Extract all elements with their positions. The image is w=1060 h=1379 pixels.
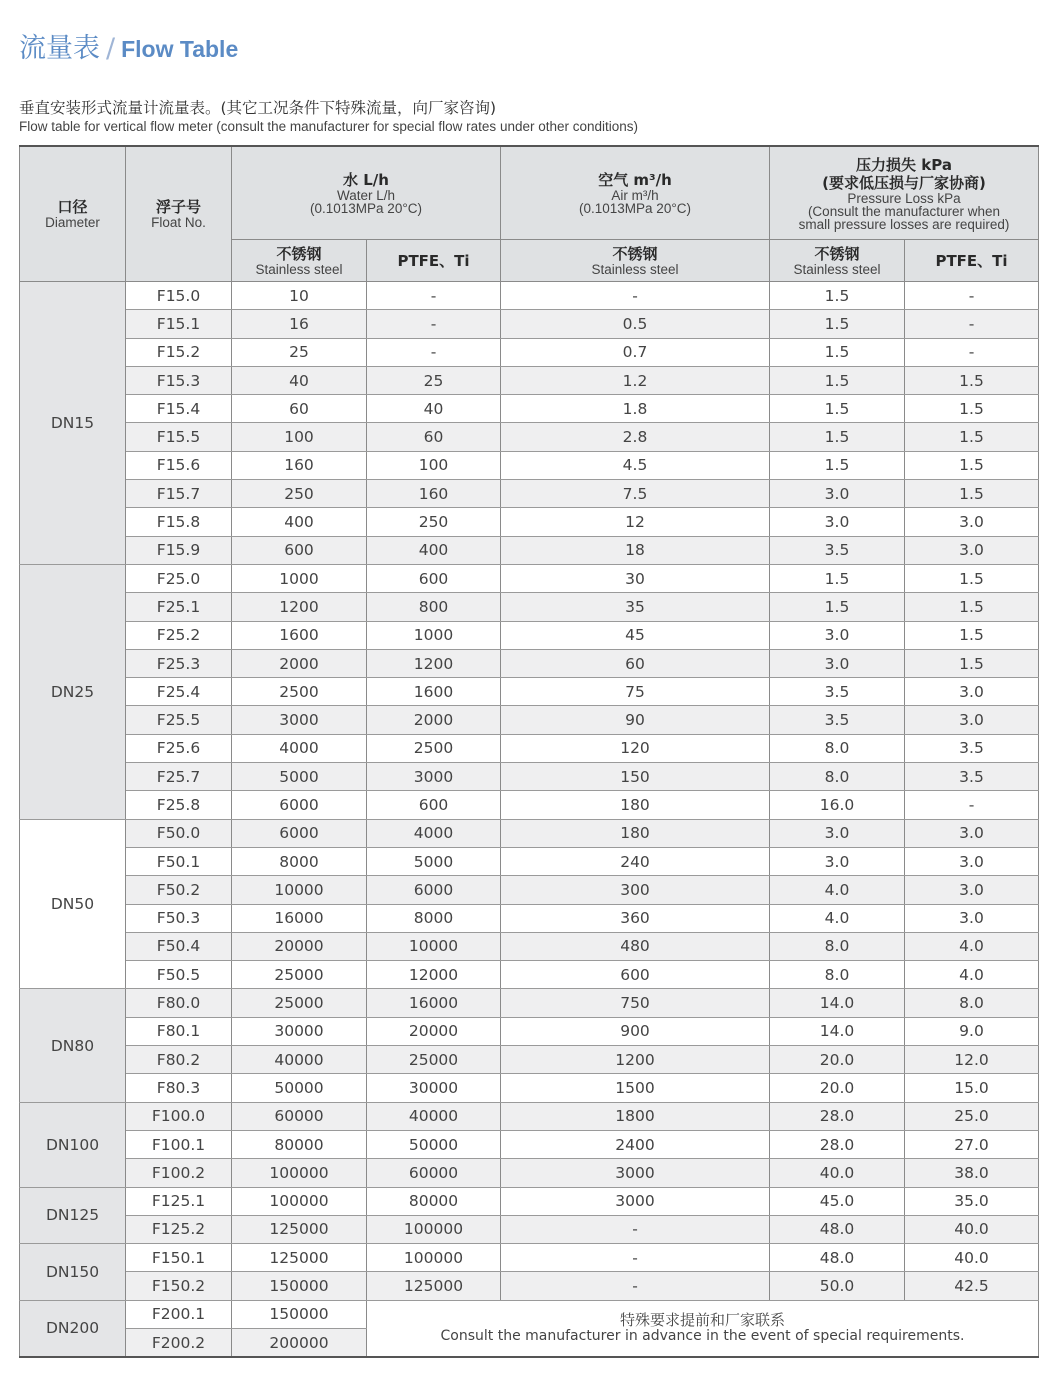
- header-pressure-loss: 压力损失 kPa (要求低压损与厂家协商) Pressure Loss kPa (Consult the manufacturer when small pressure losses are required): [770, 146, 1039, 240]
- water-stainless-cell: 40: [232, 366, 367, 394]
- float-no-cell: F150.1: [126, 1244, 232, 1272]
- float-no-cell: F15.1: [126, 310, 232, 338]
- air-stainless-cell: -: [501, 1215, 770, 1243]
- subheader-air-stainless: 不锈钢 Stainless steel: [501, 240, 770, 282]
- float-no-cell: F15.3: [126, 366, 232, 394]
- float-no-cell: F50.4: [126, 932, 232, 960]
- water-stainless-cell: 3000: [232, 706, 367, 734]
- water-stainless-cell: 100000: [232, 1187, 367, 1215]
- loss-ptfe-cell: 4.0: [905, 932, 1039, 960]
- loss-ptfe-cell: 40.0: [905, 1244, 1039, 1272]
- flow-table: [19, 145, 1039, 1358]
- float-no-cell: F125.2: [126, 1215, 232, 1243]
- water-ptfe-cell: 12000: [367, 961, 501, 989]
- loss-stainless-cell: 1.5: [770, 564, 905, 592]
- air-stainless-cell: 3000: [501, 1159, 770, 1187]
- title-separator: /: [106, 33, 116, 64]
- air-stainless-cell: 1.2: [501, 366, 770, 394]
- float-no-cell: F50.2: [126, 876, 232, 904]
- water-ptfe-cell: 50000: [367, 1130, 501, 1158]
- loss-ptfe-cell: 3.0: [905, 876, 1039, 904]
- air-stainless-cell: 180: [501, 819, 770, 847]
- water-ptfe-cell: 60: [367, 423, 501, 451]
- table-row: [20, 1272, 1039, 1300]
- air-stainless-cell: 60: [501, 649, 770, 677]
- loss-ptfe-cell: 25.0: [905, 1102, 1039, 1130]
- air-stainless-cell: 900: [501, 1017, 770, 1045]
- loss-stainless-cell: 1.5: [770, 593, 905, 621]
- float-no-cell: F200.2: [126, 1328, 232, 1357]
- air-stainless-cell: 45: [501, 621, 770, 649]
- loss-stainless-cell: 1.5: [770, 366, 905, 394]
- diameter-cell: DN50: [20, 819, 126, 989]
- water-stainless-cell: 20000: [232, 932, 367, 960]
- water-ptfe-cell: 600: [367, 791, 501, 819]
- water-ptfe-cell: -: [367, 282, 501, 310]
- air-stainless-cell: -: [501, 282, 770, 310]
- water-stainless-cell: 30000: [232, 1017, 367, 1045]
- float-no-cell: F25.4: [126, 678, 232, 706]
- water-ptfe-cell: 25000: [367, 1046, 501, 1074]
- air-stainless-cell: 18: [501, 536, 770, 564]
- table-row: [20, 508, 1039, 536]
- table-row: [20, 1102, 1039, 1130]
- page-title: [19, 26, 238, 65]
- float-no-cell: F15.5: [126, 423, 232, 451]
- table-row: [20, 310, 1039, 338]
- table-row: [20, 819, 1039, 847]
- water-ptfe-cell: 125000: [367, 1272, 501, 1300]
- water-stainless-cell: 25000: [232, 961, 367, 989]
- subheader-loss-stainless: 不锈钢 Stainless steel: [770, 240, 905, 282]
- table-row: [20, 734, 1039, 762]
- loss-ptfe-cell: 38.0: [905, 1159, 1039, 1187]
- water-stainless-cell: 6000: [232, 791, 367, 819]
- water-stainless-cell: 100000: [232, 1159, 367, 1187]
- loss-ptfe-cell: 1.5: [905, 564, 1039, 592]
- loss-stainless-cell: 1.5: [770, 395, 905, 423]
- loss-stainless-cell: 16.0: [770, 791, 905, 819]
- loss-stainless-cell: 8.0: [770, 961, 905, 989]
- air-stainless-cell: 150: [501, 763, 770, 791]
- diameter-cell: DN15: [20, 282, 126, 565]
- loss-ptfe-cell: 3.0: [905, 847, 1039, 875]
- loss-stainless-cell: 1.5: [770, 310, 905, 338]
- loss-ptfe-cell: 3.0: [905, 706, 1039, 734]
- air-stainless-cell: 750: [501, 989, 770, 1017]
- water-ptfe-cell: 8000: [367, 904, 501, 932]
- loss-stainless-cell: 28.0: [770, 1102, 905, 1130]
- water-ptfe-cell: 100000: [367, 1244, 501, 1272]
- table-row: [20, 706, 1039, 734]
- loss-ptfe-cell: 3.0: [905, 678, 1039, 706]
- loss-stainless-cell: 4.0: [770, 904, 905, 932]
- table-row: [20, 593, 1039, 621]
- loss-stainless-cell: 3.5: [770, 536, 905, 564]
- air-stainless-cell: 2.8: [501, 423, 770, 451]
- air-stainless-cell: 600: [501, 961, 770, 989]
- loss-ptfe-cell: 3.0: [905, 508, 1039, 536]
- water-stainless-cell: 50000: [232, 1074, 367, 1102]
- float-no-cell: F15.0: [126, 282, 232, 310]
- water-ptfe-cell: -: [367, 310, 501, 338]
- loss-stainless-cell: 20.0: [770, 1046, 905, 1074]
- float-no-cell: F15.6: [126, 451, 232, 479]
- float-no-cell: F25.5: [126, 706, 232, 734]
- loss-stainless-cell: 3.0: [770, 819, 905, 847]
- loss-ptfe-cell: 1.5: [905, 395, 1039, 423]
- page-title-en: Flow Table: [121, 36, 239, 62]
- float-no-cell: F25.1: [126, 593, 232, 621]
- water-stainless-cell: 1200: [232, 593, 367, 621]
- water-stainless-cell: 5000: [232, 763, 367, 791]
- water-ptfe-cell: -: [367, 338, 501, 366]
- loss-stainless-cell: 3.0: [770, 508, 905, 536]
- loss-ptfe-cell: 1.5: [905, 480, 1039, 508]
- intro-cn: 垂直安装形式流量计流量表。(其它工况条件下特殊流量，向厂家咨询): [19, 99, 497, 117]
- air-stainless-cell: 1200: [501, 1046, 770, 1074]
- water-ptfe-cell: 3000: [367, 763, 501, 791]
- float-no-cell: F100.0: [126, 1102, 232, 1130]
- water-stainless-cell: 25000: [232, 989, 367, 1017]
- loss-stainless-cell: 3.0: [770, 480, 905, 508]
- table-row: [20, 536, 1039, 564]
- loss-ptfe-cell: 3.5: [905, 734, 1039, 762]
- float-no-cell: F200.1: [126, 1300, 232, 1328]
- loss-ptfe-cell: 1.5: [905, 423, 1039, 451]
- loss-ptfe-cell: 12.0: [905, 1046, 1039, 1074]
- air-stainless-cell: 180: [501, 791, 770, 819]
- float-no-cell: F80.1: [126, 1017, 232, 1045]
- air-stainless-cell: 240: [501, 847, 770, 875]
- float-no-cell: F50.3: [126, 904, 232, 932]
- water-ptfe-cell: 600: [367, 564, 501, 592]
- water-ptfe-cell: 100: [367, 451, 501, 479]
- water-ptfe-cell: 400: [367, 536, 501, 564]
- table-row: [20, 989, 1039, 1017]
- loss-stainless-cell: 1.5: [770, 451, 905, 479]
- header-water: 水 L/h Water L/h (0.1013MPa 20°C): [232, 146, 501, 240]
- water-ptfe-cell: 2000: [367, 706, 501, 734]
- table-row: [20, 876, 1039, 904]
- header-diameter: 口径 Diameter: [20, 146, 126, 282]
- float-no-cell: F80.0: [126, 989, 232, 1017]
- air-stainless-cell: 4.5: [501, 451, 770, 479]
- float-no-cell: F100.2: [126, 1159, 232, 1187]
- water-stainless-cell: 10000: [232, 876, 367, 904]
- table-row: [20, 678, 1039, 706]
- loss-stainless-cell: 3.5: [770, 706, 905, 734]
- water-stainless-cell: 60000: [232, 1102, 367, 1130]
- diameter-cell: DN150: [20, 1244, 126, 1301]
- float-no-cell: F100.1: [126, 1130, 232, 1158]
- float-no-cell: F15.8: [126, 508, 232, 536]
- water-ptfe-cell: 1600: [367, 678, 501, 706]
- loss-ptfe-cell: 1.5: [905, 451, 1039, 479]
- float-no-cell: F50.1: [126, 847, 232, 875]
- air-stainless-cell: 2400: [501, 1130, 770, 1158]
- water-ptfe-cell: 4000: [367, 819, 501, 847]
- special-requirements-note: [367, 1300, 1039, 1357]
- air-stainless-cell: 0.5: [501, 310, 770, 338]
- float-no-cell: F15.4: [126, 395, 232, 423]
- water-stainless-cell: 2000: [232, 649, 367, 677]
- subheader-water-stainless: 不锈钢 Stainless steel: [232, 240, 367, 282]
- water-stainless-cell: 2500: [232, 678, 367, 706]
- table-row: [20, 338, 1039, 366]
- loss-stainless-cell: 8.0: [770, 763, 905, 791]
- table-row: [20, 1215, 1039, 1243]
- float-no-cell: F25.7: [126, 763, 232, 791]
- table-row: [20, 932, 1039, 960]
- loss-ptfe-cell: 1.5: [905, 621, 1039, 649]
- flow-table-body: [20, 282, 1039, 1358]
- table-row: [20, 1017, 1039, 1045]
- loss-ptfe-cell: 4.0: [905, 961, 1039, 989]
- float-no-cell: F25.2: [126, 621, 232, 649]
- float-no-cell: F125.1: [126, 1187, 232, 1215]
- loss-stainless-cell: 8.0: [770, 734, 905, 762]
- air-stainless-cell: 0.7: [501, 338, 770, 366]
- table-row: [20, 1046, 1039, 1074]
- loss-stainless-cell: 1.5: [770, 282, 905, 310]
- water-ptfe-cell: 16000: [367, 989, 501, 1017]
- table-row: [20, 847, 1039, 875]
- float-no-cell: F15.2: [126, 338, 232, 366]
- note-en: Consult the manufacturer in advance in the event of special requirements.: [440, 1328, 965, 1345]
- water-ptfe-cell: 1200: [367, 649, 501, 677]
- water-stainless-cell: 100: [232, 423, 367, 451]
- water-ptfe-cell: 800: [367, 593, 501, 621]
- loss-stainless-cell: 48.0: [770, 1244, 905, 1272]
- loss-stainless-cell: 40.0: [770, 1159, 905, 1187]
- subheader-loss-ptfe: PTFE、Ti: [905, 240, 1039, 282]
- subheader-water-ptfe: PTFE、Ti: [367, 240, 501, 282]
- air-stainless-cell: 1.8: [501, 395, 770, 423]
- water-ptfe-cell: 40000: [367, 1102, 501, 1130]
- header-air: 空气 m³/h Air m³/h (0.1013MPa 20°C): [501, 146, 770, 240]
- loss-stainless-cell: 28.0: [770, 1130, 905, 1158]
- water-stainless-cell: 400: [232, 508, 367, 536]
- air-stainless-cell: 3000: [501, 1187, 770, 1215]
- water-stainless-cell: 1600: [232, 621, 367, 649]
- table-row: [20, 1130, 1039, 1158]
- water-ptfe-cell: 80000: [367, 1187, 501, 1215]
- loss-stainless-cell: 1.5: [770, 338, 905, 366]
- water-ptfe-cell: 30000: [367, 1074, 501, 1102]
- table-row: [20, 904, 1039, 932]
- table-row: [20, 621, 1039, 649]
- loss-ptfe-cell: 1.5: [905, 649, 1039, 677]
- water-ptfe-cell: 10000: [367, 932, 501, 960]
- loss-ptfe-cell: 3.0: [905, 904, 1039, 932]
- water-stainless-cell: 1000: [232, 564, 367, 592]
- loss-ptfe-cell: 3.5: [905, 763, 1039, 791]
- table-row: [20, 763, 1039, 791]
- page-title-cn: 流量表: [19, 33, 100, 64]
- loss-stainless-cell: 1.5: [770, 423, 905, 451]
- water-ptfe-cell: 1000: [367, 621, 501, 649]
- loss-ptfe-cell: 15.0: [905, 1074, 1039, 1102]
- table-row: [20, 451, 1039, 479]
- air-stainless-cell: 7.5: [501, 480, 770, 508]
- header-float-no: 浮子号 Float No.: [126, 146, 232, 282]
- table-row: [20, 366, 1039, 394]
- loss-ptfe-cell: -: [905, 791, 1039, 819]
- water-stainless-cell: 8000: [232, 847, 367, 875]
- table-row: [20, 1159, 1039, 1187]
- water-ptfe-cell: 5000: [367, 847, 501, 875]
- water-stainless-cell: 600: [232, 536, 367, 564]
- loss-ptfe-cell: 1.5: [905, 366, 1039, 394]
- float-no-cell: F15.9: [126, 536, 232, 564]
- diameter-cell: DN25: [20, 564, 126, 819]
- table-row: [20, 1300, 1039, 1328]
- water-ptfe-cell: 2500: [367, 734, 501, 762]
- water-ptfe-cell: 40: [367, 395, 501, 423]
- table-row: [20, 282, 1039, 310]
- float-no-cell: F80.3: [126, 1074, 232, 1102]
- table-row: [20, 423, 1039, 451]
- water-ptfe-cell: 25: [367, 366, 501, 394]
- loss-ptfe-cell: -: [905, 338, 1039, 366]
- loss-stainless-cell: 45.0: [770, 1187, 905, 1215]
- loss-ptfe-cell: 27.0: [905, 1130, 1039, 1158]
- loss-stainless-cell: 48.0: [770, 1215, 905, 1243]
- water-stainless-cell: 16000: [232, 904, 367, 932]
- loss-stainless-cell: 3.5: [770, 678, 905, 706]
- air-stainless-cell: 30: [501, 564, 770, 592]
- air-stainless-cell: -: [501, 1272, 770, 1300]
- air-stainless-cell: -: [501, 1244, 770, 1272]
- table-row: [20, 564, 1039, 592]
- water-ptfe-cell: 20000: [367, 1017, 501, 1045]
- loss-stainless-cell: 3.0: [770, 621, 905, 649]
- water-stainless-cell: 10: [232, 282, 367, 310]
- loss-ptfe-cell: 40.0: [905, 1215, 1039, 1243]
- water-stainless-cell: 25: [232, 338, 367, 366]
- water-stainless-cell: 150000: [232, 1300, 367, 1328]
- loss-ptfe-cell: -: [905, 282, 1039, 310]
- water-stainless-cell: 160: [232, 451, 367, 479]
- table-row: [20, 791, 1039, 819]
- water-stainless-cell: 16: [232, 310, 367, 338]
- water-stainless-cell: 80000: [232, 1130, 367, 1158]
- water-stainless-cell: 6000: [232, 819, 367, 847]
- note-cn: 特殊要求提前和厂家联系: [619, 1311, 785, 1330]
- air-stainless-cell: 120: [501, 734, 770, 762]
- water-stainless-cell: 40000: [232, 1046, 367, 1074]
- loss-stainless-cell: 14.0: [770, 1017, 905, 1045]
- table-row: [20, 395, 1039, 423]
- float-no-cell: F15.7: [126, 480, 232, 508]
- loss-ptfe-cell: 3.0: [905, 819, 1039, 847]
- float-no-cell: F50.5: [126, 961, 232, 989]
- water-stainless-cell: 200000: [232, 1328, 367, 1357]
- float-no-cell: F150.2: [126, 1272, 232, 1300]
- water-stainless-cell: 4000: [232, 734, 367, 762]
- water-ptfe-cell: 160: [367, 480, 501, 508]
- table-row: [20, 480, 1039, 508]
- float-no-cell: F25.3: [126, 649, 232, 677]
- loss-stainless-cell: 3.0: [770, 649, 905, 677]
- water-ptfe-cell: 60000: [367, 1159, 501, 1187]
- loss-stainless-cell: 20.0: [770, 1074, 905, 1102]
- loss-stainless-cell: 14.0: [770, 989, 905, 1017]
- loss-ptfe-cell: 35.0: [905, 1187, 1039, 1215]
- air-stainless-cell: 360: [501, 904, 770, 932]
- loss-ptfe-cell: 42.5: [905, 1272, 1039, 1300]
- loss-stainless-cell: 4.0: [770, 876, 905, 904]
- water-stainless-cell: 125000: [232, 1244, 367, 1272]
- loss-ptfe-cell: -: [905, 310, 1039, 338]
- air-stainless-cell: 35: [501, 593, 770, 621]
- diameter-cell: DN80: [20, 989, 126, 1102]
- diameter-cell: DN100: [20, 1102, 126, 1187]
- float-no-cell: F25.8: [126, 791, 232, 819]
- intro-en: Flow table for vertical flow meter (consult the manufacturer for special flow rates under other conditions): [19, 119, 639, 134]
- water-ptfe-cell: 6000: [367, 876, 501, 904]
- air-stainless-cell: 300: [501, 876, 770, 904]
- float-no-cell: F25.0: [126, 564, 232, 592]
- water-stainless-cell: 150000: [232, 1272, 367, 1300]
- table-intro: [19, 98, 638, 135]
- loss-stainless-cell: 50.0: [770, 1272, 905, 1300]
- float-no-cell: F50.0: [126, 819, 232, 847]
- table-row: [20, 1187, 1039, 1215]
- air-stainless-cell: 12: [501, 508, 770, 536]
- table-row: [20, 1074, 1039, 1102]
- loss-stainless-cell: 8.0: [770, 932, 905, 960]
- loss-ptfe-cell: 9.0: [905, 1017, 1039, 1045]
- table-row: [20, 1244, 1039, 1272]
- diameter-cell: DN200: [20, 1300, 126, 1357]
- air-stainless-cell: 1500: [501, 1074, 770, 1102]
- loss-ptfe-cell: 1.5: [905, 593, 1039, 621]
- table-row: [20, 961, 1039, 989]
- water-ptfe-cell: 100000: [367, 1215, 501, 1243]
- diameter-cell: DN125: [20, 1187, 126, 1244]
- water-stainless-cell: 250: [232, 480, 367, 508]
- air-stainless-cell: 1800: [501, 1102, 770, 1130]
- table-row: [20, 649, 1039, 677]
- water-stainless-cell: 60: [232, 395, 367, 423]
- water-stainless-cell: 125000: [232, 1215, 367, 1243]
- air-stainless-cell: 90: [501, 706, 770, 734]
- water-ptfe-cell: 250: [367, 508, 501, 536]
- loss-ptfe-cell: 3.0: [905, 536, 1039, 564]
- loss-ptfe-cell: 8.0: [905, 989, 1039, 1017]
- air-stainless-cell: 480: [501, 932, 770, 960]
- air-stainless-cell: 75: [501, 678, 770, 706]
- float-no-cell: F25.6: [126, 734, 232, 762]
- float-no-cell: F80.2: [126, 1046, 232, 1074]
- loss-stainless-cell: 3.0: [770, 847, 905, 875]
